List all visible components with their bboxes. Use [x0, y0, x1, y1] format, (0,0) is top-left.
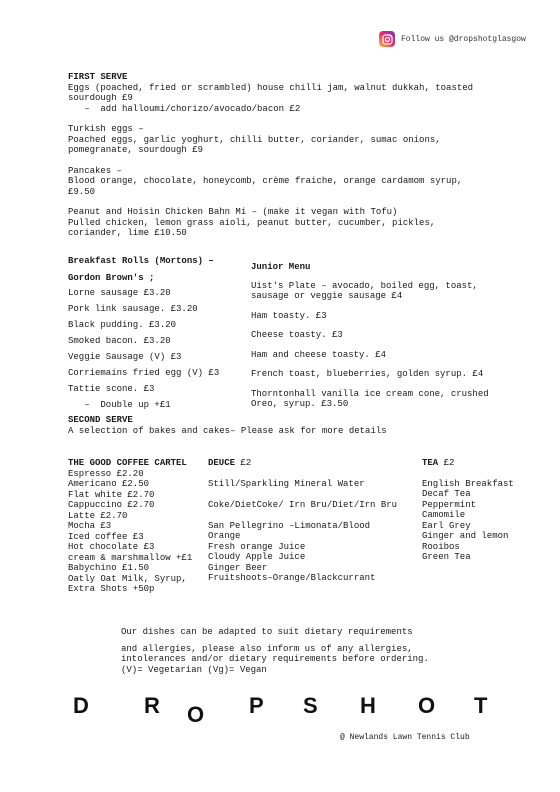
- junior-item-line: sausage or veggie sausage £4: [251, 291, 403, 301]
- deuce-item: Fresh orange Juice: [208, 541, 306, 552]
- tea-item: Green Tea: [422, 552, 471, 562]
- roll-item: Black pudding. £3.20: [68, 320, 177, 330]
- roll-item: Tattie scone. £3: [68, 384, 155, 394]
- menu-item-line: pomegranate, sourdough £9: [68, 145, 204, 155]
- logo-letter-s: S: [303, 693, 318, 718]
- junior-item: [251, 350, 541, 361]
- deuce-price: £2: [240, 458, 252, 468]
- roll-item: Lorne sausage £3.20: [68, 288, 171, 298]
- tea-price: £2: [443, 458, 455, 468]
- menu-item-line: sourdough £9: [68, 93, 133, 103]
- breakfast-rolls-heading: Breakfast Rolls (Mortons) –: [68, 256, 214, 266]
- coffee-item: Latte £2.70: [68, 510, 128, 521]
- first-serve-heading: FIRST SERVE: [68, 72, 128, 82]
- deuce-item: [208, 510, 418, 521]
- junior-menu-heading: Junior Menu: [251, 262, 311, 272]
- logo-letter-t: T: [474, 693, 488, 718]
- menu-item-line: Pulled chicken, lemon grass aioli, peanut butter, cucumber, pickles,: [68, 217, 436, 228]
- menu-item-line: Blood orange, chocolate, honeycomb, crème fraiche, orange cardamom syrup,: [68, 176, 463, 186]
- menu-item-line: Peanut and Hoisin Chicken Bahn Mi – (make it vegan with Tofu): [68, 207, 398, 217]
- menu-item-line: Turkish eggs –: [68, 124, 144, 134]
- logo-letter-r: R: [144, 693, 160, 718]
- junior-item-line: Ham toasty. £3: [251, 310, 327, 321]
- menu-item: [68, 166, 538, 198]
- junior-item: [251, 330, 541, 341]
- deuce-items: [208, 479, 418, 584]
- deuce-item: Still/Sparkling Mineral Water: [208, 478, 365, 489]
- coffee-item: Espresso £2.20: [68, 468, 144, 479]
- coffee-item: Mocha £3: [68, 521, 112, 531]
- junior-menu-section: [251, 262, 541, 419]
- breakfast-rolls-subheading: Gordon Brown's ;: [68, 272, 155, 283]
- deuce-item: Cloudy Apple Juice: [208, 552, 306, 562]
- first-serve-section: [68, 72, 538, 249]
- header: [379, 31, 526, 47]
- tea-section: [422, 458, 547, 563]
- tea-items: [422, 479, 547, 563]
- notice-line-4: (V)= Vegetarian (Vg)= Vegan: [121, 664, 267, 675]
- tea-item: Decaf Tea: [422, 489, 471, 499]
- coffee-item: Oatly Oat Milk, Syrup,: [68, 573, 187, 584]
- deuce-item: [208, 489, 418, 500]
- menu-item-line: Eggs (poached, fried or scrambled) house chilli jam, walnut dukkah, toasted: [68, 82, 474, 93]
- coffee-item: Extra Shots +50p: [68, 584, 155, 594]
- notice-line-1: Our dishes can be adapted to suit dietary requirements: [121, 627, 413, 637]
- logo-letter-o: O: [187, 702, 205, 727]
- junior-item: [251, 369, 541, 380]
- tea-item: English Breakfast: [422, 478, 514, 489]
- breakfast-rolls-items: [68, 288, 248, 411]
- deuce-item: Coke/DietCoke/ Irn Bru/Diet/Irn Bru: [208, 499, 398, 510]
- dietary-notice: [121, 627, 451, 675]
- junior-menu-items: [251, 281, 541, 410]
- junior-item: [251, 311, 541, 322]
- dropshot-logo: [0, 690, 560, 730]
- deuce-item: Ginger Beer: [208, 562, 268, 573]
- coffee-items: [68, 469, 208, 595]
- tea-item: Peppermint: [422, 499, 477, 510]
- tea-heading: TEA: [422, 458, 439, 468]
- second-serve-section: [68, 415, 538, 436]
- deuce-item: Fruitshoots–Orange/Blackcurrant: [208, 573, 376, 583]
- logo-letter-p: P: [249, 693, 264, 718]
- deuce-heading: DEUCE: [208, 458, 236, 468]
- menu-item: [68, 124, 538, 156]
- coffee-section: [68, 458, 208, 595]
- footer-venue: @ Newlands Lawn Tennis Club: [340, 733, 470, 742]
- junior-item-line: French toast, blueberries, golden syrup. £4: [251, 369, 484, 379]
- junior-item-line: Thorntonhall vanilla ice cream cone, crushed: [251, 388, 489, 399]
- first-serve-items: [68, 83, 538, 239]
- menu-item-line: coriander, lime £10.50: [68, 228, 187, 238]
- junior-item-line: Ham and cheese toasty. £4: [251, 349, 387, 360]
- junior-item-line: Oreo, syrup. £3.50: [251, 399, 349, 409]
- notice-line-2: and allergies, please also inform us of any allergies,: [121, 643, 413, 654]
- coffee-item: cream & marshmallow +£1: [68, 552, 193, 563]
- menu-item-line: Pancakes –: [68, 165, 123, 176]
- menu-item-line: Poached eggs, garlic yoghurt, chilli butter, coriander, sumac onions,: [68, 134, 441, 145]
- deuce-section: [208, 458, 418, 584]
- coffee-item: Babychino £1.50: [68, 563, 150, 573]
- logo-letter-h: H: [360, 693, 376, 718]
- tea-item: Camomile: [422, 510, 466, 520]
- junior-item: [251, 281, 541, 302]
- coffee-item: Hot chocolate £3: [68, 542, 155, 552]
- coffee-heading: THE GOOD COFFEE CARTEL: [68, 458, 187, 468]
- tea-item: Rooibos: [422, 541, 460, 552]
- junior-item-line: Uist's Plate – avocado, boiled egg, toast,: [251, 280, 478, 291]
- breakfast-rolls-section: [68, 256, 248, 416]
- menu-item: [68, 207, 538, 239]
- logo-letter-o2: O: [418, 693, 436, 718]
- second-serve-heading: SECOND SERVE: [68, 415, 133, 425]
- junior-item: [251, 389, 541, 410]
- menu-item-line: – add halloumi/chorizo/avocado/bacon £2: [68, 103, 301, 114]
- roll-item: Veggie Sausage (V) £3: [68, 352, 182, 362]
- logo-letter-d: D: [73, 693, 89, 718]
- second-serve-text: A selection of bakes and cakes– Please ask for more details: [68, 425, 387, 436]
- coffee-item: Cappuccino £2.70: [68, 500, 155, 510]
- menu-item-line: £9.50: [68, 186, 96, 197]
- notice-line-3: intolerances and/or dietary requirements before ordering.: [121, 654, 429, 664]
- coffee-item: Flat white £2.70: [68, 489, 155, 500]
- tea-item: Ginger and lemon: [422, 531, 509, 541]
- deuce-item: San Pellegrino –Limonata/Blood: [208, 520, 371, 531]
- instagram-icon[interactable]: [379, 31, 395, 47]
- roll-item: – Double up +£1: [68, 400, 171, 410]
- tea-item: Earl Grey: [422, 520, 471, 531]
- roll-item: Corriemains fried egg (V) £3: [68, 368, 220, 378]
- coffee-item: Iced coffee £3: [68, 531, 144, 542]
- follow-text[interactable]: Follow us @dropshotglasgow: [401, 34, 526, 44]
- menu-item: [68, 83, 538, 115]
- roll-item: Smoked bacon. £3.20: [68, 336, 171, 346]
- junior-item-line: Cheese toasty. £3: [251, 330, 343, 340]
- coffee-item: Americano £2.50: [68, 479, 150, 489]
- deuce-item: Orange: [208, 531, 241, 541]
- roll-item: Pork link sausage. £3.20: [68, 304, 198, 314]
